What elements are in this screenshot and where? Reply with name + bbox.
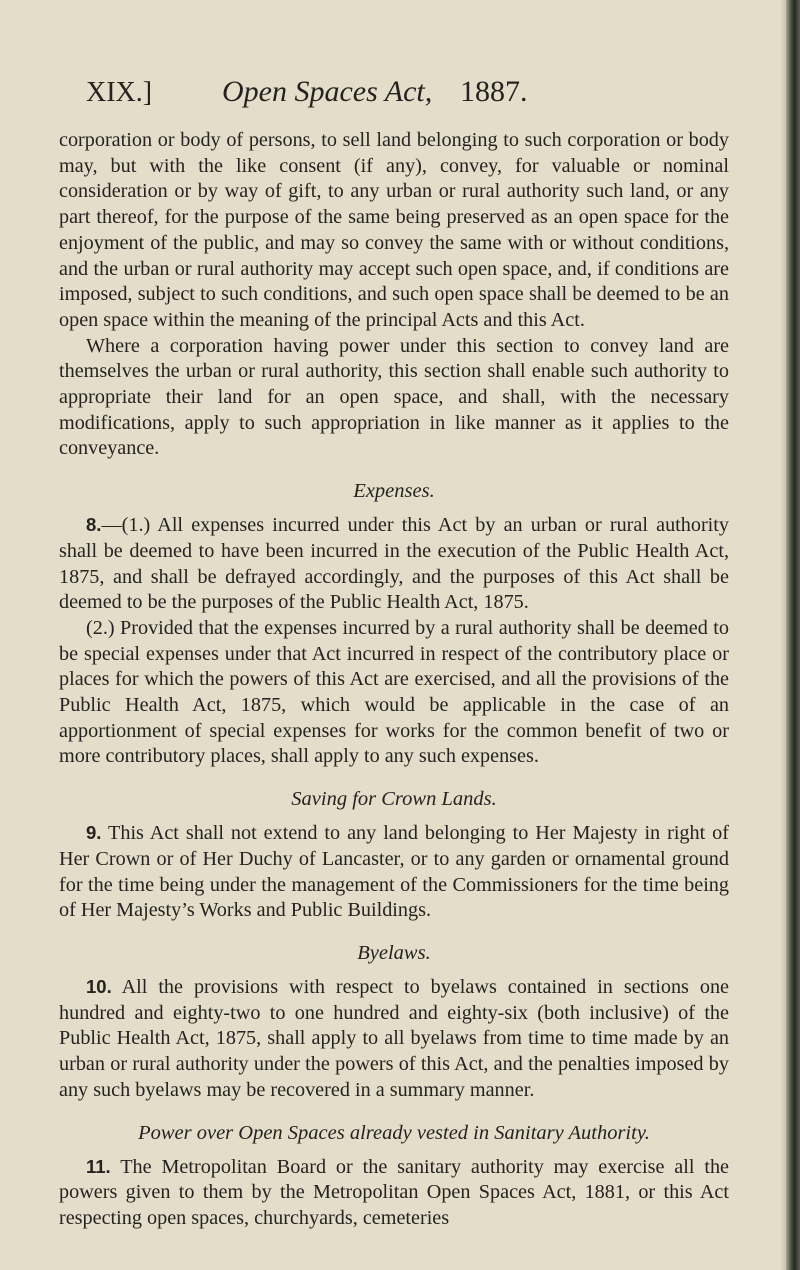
running-head bbox=[86, 74, 726, 111]
corporation-paragraph: Where a corporation having power under this section to convey land are themselves the urban or rural authority, this section shall enable such authority to appropriate their land for an open space, and shall, with the necessary modifications, apply to such appropriation in like manner as it applies to the conveyance. bbox=[59, 334, 729, 460]
running-head-section: XIX.] bbox=[86, 77, 153, 108]
section-11-paragraph bbox=[59, 1154, 729, 1232]
section-heading-expenses: Expenses. bbox=[353, 480, 435, 503]
section-number-11: 11. bbox=[86, 1155, 111, 1177]
section-8-paragraph-1 bbox=[59, 512, 729, 616]
section-11-text: The Metropolitan Board or the sanitary authority may exercise all the powers given to them by the Metropolitan Open Spaces Act, 1881, or this Act respecting open spaces, churchyards, cemeteries bbox=[59, 1155, 729, 1229]
section-10-paragraph bbox=[59, 974, 729, 1104]
section-9-paragraph bbox=[59, 820, 729, 924]
continuation-paragraph: corporation or body of persons, to sell land belonging to such corporation or body may, but with the like consent (if any), convey, for valuable or nominal consideration or by way of gift, to any urban or rural authority such land, or any part thereof, for the purpose of the same being preserved as an open space for the enjoyment of the public, and may so convey the same with or without conditions, and the urban or rural authority may accept such open space, and, if conditions are imposed, subject to such conditions, and such open space shall be deemed to be an open space within the meaning of the principal Acts and this Act. bbox=[59, 129, 729, 331]
section-number-8: 8. bbox=[86, 514, 102, 536]
section-8-text-1: —(1.) All expenses incurred under this Act by an urban or rural authority shall be deemed to have been incurred in the execution of the Public Health Act, 1875, and shall be defrayed accordingly, and the purposes of this Act shall be deemed to be the purposes of the Public Health Act, 1875. bbox=[59, 514, 729, 614]
section-9-text: This Act shall not extend to any land belonging to Her Majesty in right of Her Crown or of Her Duchy of Lancaster, or to any garden or ornamental ground for the time being under the management of the Commissioners for the time being of Her Majesty’s Works and Public Buildings. bbox=[59, 822, 729, 922]
section-heading-power-over-open-spaces: Power over Open Spaces already vested in Sanitary Authority. bbox=[138, 1121, 650, 1144]
section-number-10: 10. bbox=[86, 975, 112, 997]
page-body bbox=[59, 128, 729, 1232]
section-10-text: All the provisions with respect to byelaws contained in sections one hundred and eighty-two to one hundred and eighty-six (both inclusive) of the Public Health Act, 1875, shall apply to all byelaws from time to time made by an urban or rural authority under the powers of this Act, and the penalties imposed by any such byelaws may be recovered in a summary manner. bbox=[59, 975, 729, 1101]
book-spine-edge bbox=[786, 0, 800, 1270]
section-number-9: 9. bbox=[86, 822, 102, 844]
running-head-title: Open Spaces Act, bbox=[222, 75, 433, 108]
running-head-year: 1887. bbox=[460, 75, 528, 108]
section-heading-crown-lands: Saving for Crown Lands. bbox=[291, 788, 497, 811]
section-8-paragraph-2: (2.) Provided that the expenses incurred by a rural authority shall be deemed to be special expenses under that Act incurred in respect of the contributory place or places for which the powers of this Act are exercised, and all the provisions of the Public Health Act, 1875, which would be applicable in the case of an apportionment of special expenses for works for the common benefit of two or more contributory places, shall apply to any such expenses. bbox=[59, 616, 729, 768]
section-heading-byelaws: Byelaws. bbox=[357, 941, 431, 964]
